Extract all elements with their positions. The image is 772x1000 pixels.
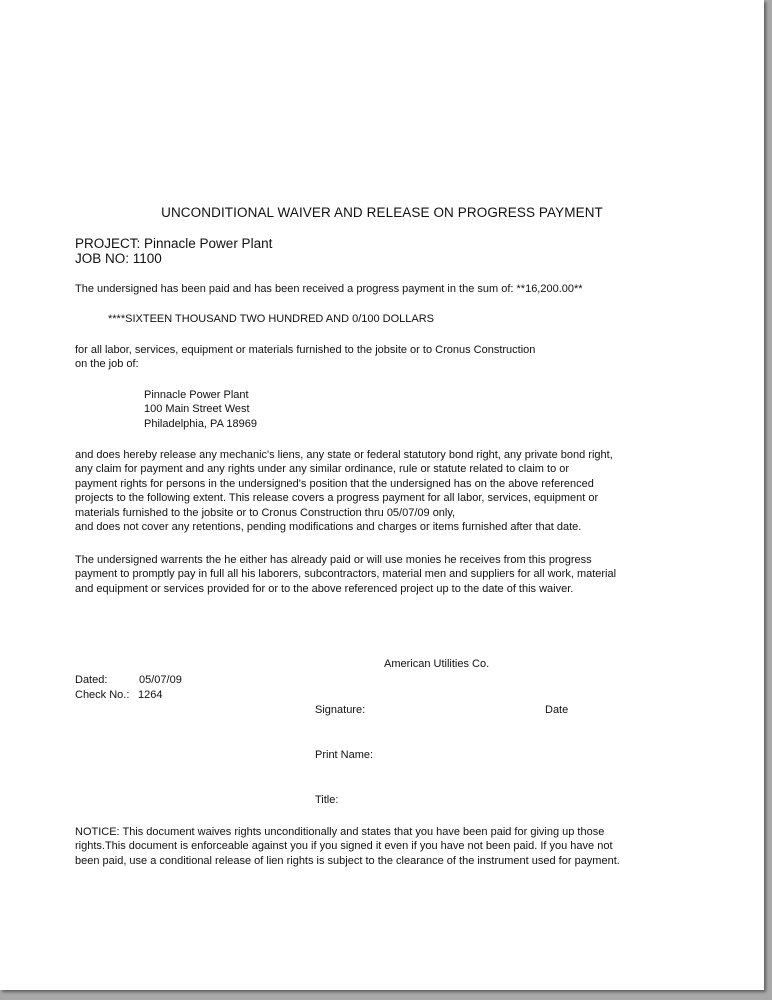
title-label: Title: [315,794,339,806]
paragraph-line: on the job of: [75,358,139,371]
address-line: 100 Main Street West [144,403,250,416]
date-label: Date [545,704,569,716]
print-name-label: Print Name: [315,749,374,761]
paragraph-line: payment rights for persons in the undersigned's position that the undersigned has on the above referenced [75,477,594,490]
paragraph-line: rights.This document is enforceable against you if you signed it even if you have not been paid. If you have not [75,840,613,853]
paragraph-line: and does not cover any retentions, pending modifications and charges or items furnished after that date. [75,521,582,534]
dated-value: 05/07/09 [139,674,182,686]
warrant-paragraph [75,553,616,596]
job-address-block [144,388,257,431]
paragraph-line: projects to the following extent. This release covers a progress payment for all labor, services, equipment or [75,492,599,505]
furnished-paragraph [75,343,535,372]
project-line: PROJECT: Pinnacle Power Plant [75,236,273,251]
paragraph-line: The undersigned warrents the he either has already paid or will use monies he receives from this progress [75,554,592,566]
check-number-value: 1264 [138,689,163,701]
paragraph-line: and equipment or services provided for or to the above referenced project up to the date of this waiver. [75,582,574,595]
address-line: Philadelphia, PA 18969 [144,417,257,430]
paragraph-line: and does hereby release any mechanic's liens, any state or federal statutory bond right, any private bond right, [75,449,613,461]
company-name: American Utilities Co. [384,658,490,670]
job-number-line: JOB NO: 1100 [75,251,162,266]
signature-label: Signature: [315,704,366,716]
dated-label: Dated: [75,674,108,686]
payment-sentence: The undersigned has been paid and has been received a progress payment in the sum of: **16,200.00** [75,283,583,295]
project-header [75,236,272,266]
release-paragraph [75,448,613,534]
check-number-label: Check No.: [75,689,130,701]
paragraph-line: NOTICE: This document waives rights unconditionally and states that you have been paid for giving up those [75,826,605,838]
paragraph-line: for all labor, services, equipment or materials furnished to the jobsite or to Cronus Construction [75,344,536,356]
document-title: UNCONDITIONAL WAIVER AND RELEASE ON PROGRESS PAYMENT [161,205,603,220]
address-line: Pinnacle Power Plant [144,389,249,401]
notice-paragraph [75,825,620,868]
amount-in-words: ****SIXTEEN THOUSAND TWO HUNDRED AND 0/100 DOLLARS [108,313,435,325]
paragraph-line: any claim for payment and any rights under any similar ordinance, rule or statute related to claim to or [75,463,570,476]
paragraph-line: payment to promptly pay in full all his laborers, subcontractors, material men and suppliers for all work, material [75,568,617,581]
paragraph-line: materials furnished to the jobsite or to Cronus Construction thru 05/07/09 only, [75,506,456,519]
paragraph-line: been paid, use a conditional release of lien rights is subject to the clearance of the instrument used for payment. [75,854,620,867]
